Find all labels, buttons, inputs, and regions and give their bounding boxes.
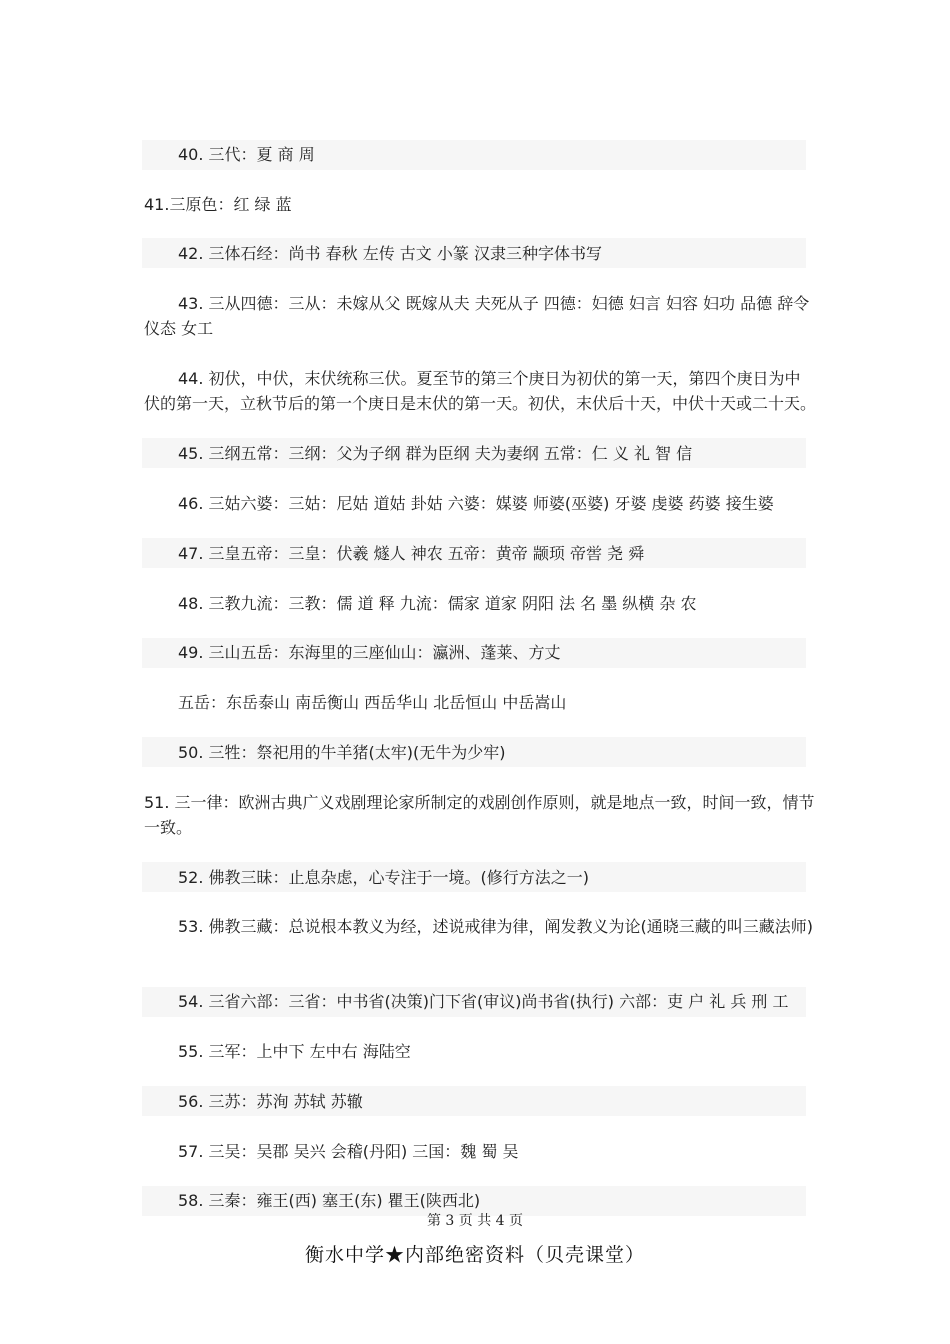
item-51: 51. 三一律：欧洲古典广义戏剧理论家所制定的戏剧创作原则，就是地点一致，时间一致，情节一致。 xyxy=(144,793,815,837)
item-56: 56. 三苏：苏洵 苏轼 苏辙 xyxy=(178,1092,363,1111)
item-54: 54. 三省六部：三省：中书省(决策)门下省(审议)尚书省(执行) 六部：吏 户 礼 兵 刑 工 xyxy=(178,992,789,1011)
item-40: 40. 三代：夏 商 周 xyxy=(178,145,315,164)
item-44: 44. 初伏，中伏，末伏统称三伏。夏至节的第三个庚日为初伏的第一天，第四个庚日为中伏的第一天，立秋节后的第一个庚日是末伏的第一天。初伏，末伏后十天，中伏十天或二十天。 xyxy=(144,369,817,413)
item-58: 58. 三秦：雍王(西) 塞王(东) 瞿王(陕西北) xyxy=(178,1191,481,1210)
item-52: 52. 佛教三昧：止息杂虑，心专注于一境。(修行方法之一) xyxy=(178,868,590,887)
item-57: 57. 三吴：吴郡 吴兴 会稽(丹阳) 三国：魏 蜀 吴 xyxy=(178,1142,519,1161)
item-41: 41.三原色：红 绿 蓝 xyxy=(144,195,292,214)
item-46: 46. 三姑六婆：三姑：尼姑 道姑 卦姑 六婆：媒婆 师婆(巫婆) 牙婆 虔婆 药婆 接生婆 xyxy=(178,494,774,513)
item-48: 48. 三教九流：三教：儒 道 释 九流：儒家 道家 阴阳 法 名 墨 纵横 杂 农 xyxy=(178,594,697,613)
item-53: 53. 佛教三藏：总说根本教义为经，述说戒律为律，阐发教义为论(通晓三藏的叫三藏法师) xyxy=(178,917,814,936)
item-47: 47. 三皇五帝：三皇：伏羲 燧人 神农 五帝：黄帝 颛顼 帝喾 尧 舜 xyxy=(178,544,645,563)
item-42: 42. 三体石经：尚书 春秋 左传 古文 小篆 汉隶三种字体书写 xyxy=(178,244,602,263)
item-45: 45. 三纲五常：三纲：父为子纲 群为臣纲 夫为妻纲 五常：仁 义 礼 智 信 xyxy=(178,444,693,463)
item-49-cont: 五岳：东岳泰山 南岳衡山 西岳华山 北岳恒山 中岳嵩山 xyxy=(178,693,567,712)
item-50: 50. 三牲：祭祀用的牛羊猪(太牢)(无牛为少牢) xyxy=(178,743,506,762)
page-number: 第 3 页 共 4 页 xyxy=(426,1213,524,1229)
item-55: 55. 三军：上中下 左中右 海陆空 xyxy=(178,1042,411,1061)
item-43: 43. 三从四德：三从：未嫁从父 既嫁从夫 夫死从子 四德：妇德 妇言 妇容 妇功 品德 辞令 仪态 女工 xyxy=(144,294,810,338)
item-49: 49. 三山五岳：东海里的三座仙山：瀛洲、蓬莱、方丈 xyxy=(178,643,561,662)
footer-title: 衡水中学★内部绝密资料（贝壳课堂） xyxy=(304,1244,645,1266)
